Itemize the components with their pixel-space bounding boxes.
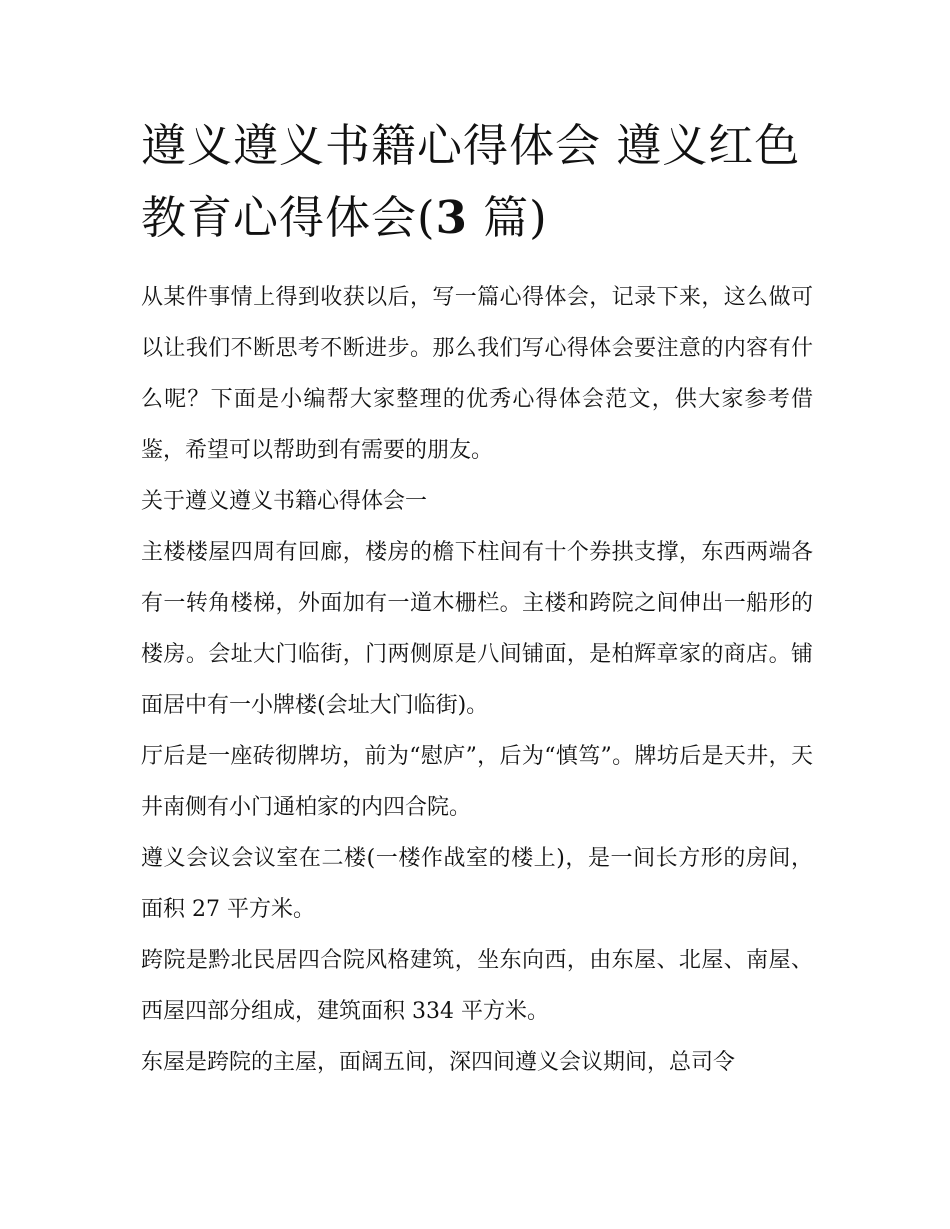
- intro-paragraph: 从某件事情上得到收获以后，写一篇心得体会，记录下来，这么做可以让我们不断思考不断进步。那么我们写心得体会要注意的内容有什么呢？下面是小编帮大家整理的优秀心得体会范文，供大家参考借鉴，希望可以帮助到有需要的朋友。: [141, 285, 813, 463]
- body-paragraph: 跨院是黔北民居四合院风格建筑，坐东向西，由东屋、北屋、南屋、西屋四部分组成，建筑面积 334 平方米。: [141, 948, 813, 1024]
- body-paragraph: 东屋是跨院的主屋，面阔五间，深四间遵义会议期间，总司令: [141, 1050, 736, 1075]
- document-title: [141, 110, 813, 254]
- section-heading: 关于遵义遵义书籍心得体会一: [141, 489, 428, 514]
- body-paragraph: 遵义会议会议室在二楼(一楼作战室的楼上)，是一间长方形的房间，面积 27 平方米。: [141, 846, 813, 922]
- title-suffix: 篇): [467, 191, 548, 244]
- title-text: 遵义遵义书籍心得体会 遵义红色教育心得体会(: [141, 119, 801, 244]
- body-paragraph: 厅后是一座砖彻牌坊，前为“慰庐”，后为“慎笃”。牌坊后是天井，天井南侧有小门通柏家的内四合院。: [141, 744, 813, 820]
- document-body: [141, 110, 813, 1088]
- body-paragraph: 主楼楼屋四周有回廊，楼房的檐下柱间有十个券拱支撑，东西两端各有一转角楼梯，外面加有一道木栅栏。主楼和跨院之间伸出一船形的楼房。会址大门临街，门两侧原是八间铺面，是柏辉章家的商店。铺面居中有一小牌楼(会址大门临街)。: [141, 540, 813, 718]
- title-number: 3: [435, 191, 468, 244]
